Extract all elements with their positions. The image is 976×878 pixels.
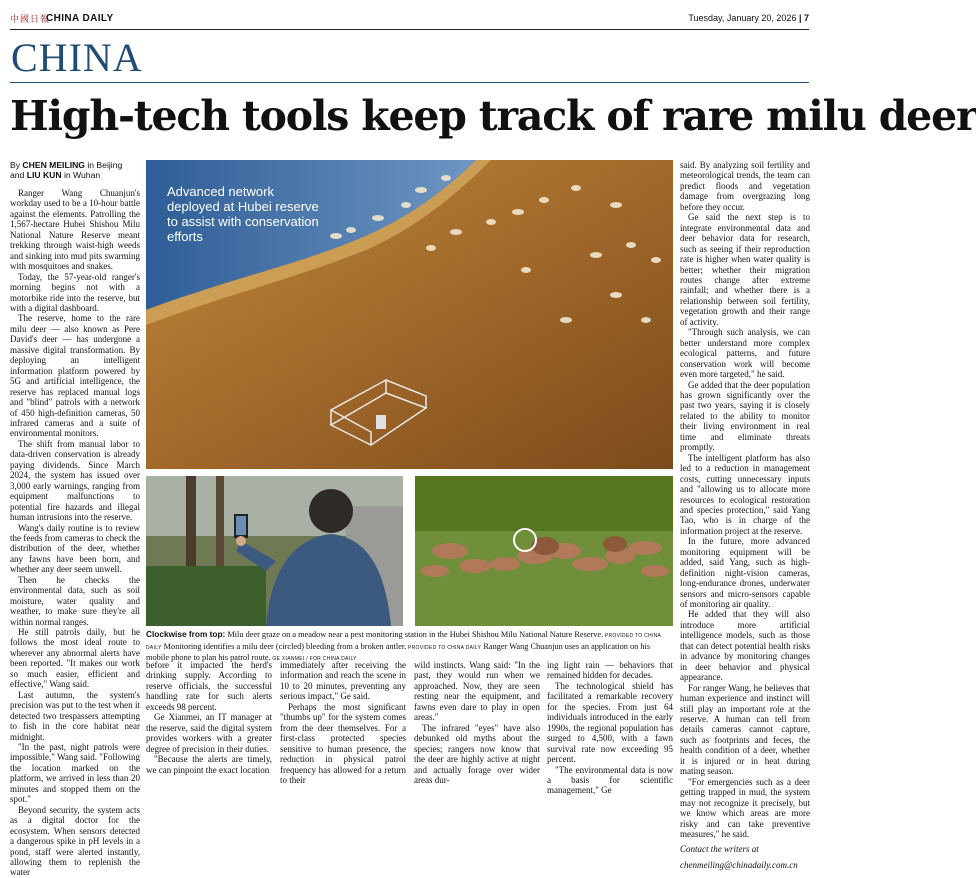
paragraph: "Through such analysis, we can better understand more complex ecological patterns, and future conservation work will become even more targeted," he said.	[680, 327, 810, 380]
paragraph: The intelligent platform has also led to a reduction in management costs, cutting unnecessary inputs and "allowing us to allocate more resources to ecological restoration and species protection," said Yang Tao, who is in charge of the information project at the reserve.	[680, 452, 810, 536]
paragraph: ing light rain — behaviors that remained hidden for decades.	[547, 660, 673, 681]
byline-and: and	[10, 170, 27, 180]
photo-ranger-with-phone	[146, 476, 403, 626]
paragraph: Beyond security, the system acts as a digital doctor for the ecosystem. When sensors detected a dangerous spike in pH levels in a pond, staff were alerted instantly, allowing them to replenish the water	[10, 804, 140, 878]
paragraph: "For emergencies such as a deer getting trapped in mud, the system may not recognize it precisely, but we know which areas are more risky and can take preventive measures," he said.	[680, 776, 810, 839]
author-2-location: in Wuhan	[61, 170, 101, 180]
article-column-5	[547, 660, 673, 796]
issue-date: Tuesday, January 20, 2026	[688, 13, 797, 23]
caption-text-2: Monitoring identifies a milu deer (circled) bleeding from a broken antler.	[161, 641, 407, 651]
paragraph: before it impacted the herd's drinking supply. According to reserve officials, the successful handling rate for such alerts exceeds 98 percent.	[146, 660, 272, 712]
masthead	[10, 8, 809, 30]
column-6-body	[680, 160, 810, 839]
caption-lead: Clockwise from top:	[146, 629, 226, 639]
paragraph: The infrared "eyes" have also debunked old myths about the species; rangers now know that the deer are highly active at night and actually forage over wider areas dur-	[414, 722, 540, 785]
section-divider	[10, 82, 809, 83]
byline	[10, 160, 140, 180]
paragraph: wild instincts. Wang said: "In the past, they would run when we approached. Now, they are seen resting near the equipment, and fawns even dare to play in open areas."	[414, 660, 540, 723]
paragraph: He still patrols daily, but he follows the most ideal route to wherever any abnormal alerts have been reported. "It makes our work so much easier, efficient and effective," Wang said.	[10, 627, 140, 690]
author-1: CHEN MEILING	[22, 160, 85, 170]
contact-email[interactable]: chenmeiling@chinadaily.com.cn	[680, 859, 798, 870]
article-column-2	[146, 660, 272, 788]
author-2: LIU KUN	[26, 170, 62, 180]
paragraph: Last autumn, the system's precision was put to the test when it detected two trespassers attempting to fish in the core habitat near midnight.	[10, 689, 140, 742]
paragraph: said. By analyzing soil fertility and meteorological trends, the team can predict floods and vegetation damage from overgrazing long before they occur.	[680, 160, 810, 212]
section-title: CHINA	[11, 35, 143, 80]
paragraph: immediately after receiving the information and reach the scene in 10 to 20 minutes, preventing any serious impact," Ge said.	[280, 660, 406, 702]
paragraph: Ge added that the deer population has grown significantly over the past two years, saying it is closely related to the ability to monitor their living environment in real time and eliminate threats promptly.	[680, 379, 810, 453]
contact-label: Contact the writers at	[680, 844, 759, 855]
caption-credit-2: PROVIDED TO CHINA DAILY	[406, 644, 482, 651]
article-column-1	[10, 160, 140, 878]
paragraph: Wang's daily routine is to review the feeds from cameras to check the distribution of the deer, whether any fawns have been born, and whether any deer seem unwell.	[10, 522, 140, 575]
paragraph: Perhaps the most significant "thumbs up" for the system comes from the deer themselves. For a first-class protected species sensitive to human presence, the reduction in physical patrol frequency has allowed for a return to their	[280, 701, 406, 785]
paper-name: CHINA DAILY	[46, 13, 114, 24]
paragraph: Today, the 57-year-old ranger's morning begins not with a motorbike ride into the reserve, but with a digital dashboard.	[10, 271, 140, 313]
photo-overlay-text: Advanced network deployed at Hubei reserve to assist with conservation efforts	[167, 184, 319, 244]
article-column-3	[280, 660, 406, 788]
paragraph: Ge Xianmei, an IT manager at the reserve, said the digital system provides workers with a greater degree of precision in their duties.	[146, 712, 272, 754]
paragraph: "In the past, night patrols were impossible," Wang said. "Following the location marked on the platform, we arrived in less than 20 minutes and stopped them on the spot."	[10, 742, 140, 805]
paragraph: Then he checks the environmental data, such as soil moisture, water quality and weather, to make sure they're all within normal ranges.	[10, 574, 140, 627]
page-number: | 7	[798, 13, 809, 23]
article-column-6	[680, 160, 810, 870]
paragraph: The reserve, home to the rare milu deer — also known as Pere David's deer — has undergone a massive digital transformation. By deploying an intelligent information platform powered by 5G and artificial intelligence, the reserve has replaced manual logs and "blind" patrols with a network of 450 high-definition cameras, 50 infrared cameras and a suite of environmental monitors.	[10, 313, 140, 439]
ranger-image	[146, 476, 403, 626]
caption-text-1: Milu deer graze on a meadow near a pest monitoring station in the Hubei Shishou Milu National Nature Reserve.	[225, 630, 604, 639]
paragraph: He added that they will also introduce more artificial intelligence models, such as those that can detect potential health risks in advance by monitoring changes in deer behavior and physical appearance.	[680, 609, 810, 683]
photo-monitoring-feed	[415, 476, 673, 626]
paragraph: The technological shield has facilitated a remarkable recovery for the species. From just 64 individuals introduced in the early 1990s, the regional population has surged to 4,500, with a fawn survival rate now exceeding 95 percent.	[547, 680, 673, 765]
caption-credit-1: PROVIDED TO CHINA DAILY	[146, 633, 661, 651]
paragraph: In the future, more advanced monitoring equipment will be added, said Yang, such as high-definition night-vision cameras, long-endurance drones, underwater sensors and micro-sensors capable of monitoring air quality.	[680, 536, 810, 610]
column-1-body	[10, 188, 140, 878]
byline-prefix: By	[10, 160, 23, 170]
caption-credit-3: GE XIANMEI / FOR CHINA DAILY	[270, 656, 357, 662]
paragraph: For ranger Wang, he believes that human experience and instinct will still play an important role at the reserve. A human can tell from details cameras cannot capture, such as footprints and feces, the health condition of a deer, whether it is injured or in heat during mating season.	[680, 682, 810, 777]
paragraph: "The environmental data is now a basis for scientific management," Ge	[547, 764, 673, 796]
paragraph: Ge said the next step is to integrate environmental data and deer behavior data for research, such as seeing if their reproduction rate is higher when water quality is better; whether their migration routes change after extreme rainfall; and whether there is a relationship between soil fertility, vegetation growth and their range of activity.	[680, 212, 810, 327]
author-1-location: in Beijing	[84, 160, 123, 170]
headline: High-tech tools keep track of rare milu deer	[10, 92, 976, 140]
monitoring-image	[415, 476, 673, 626]
paragraph: "Because the alerts are timely, we can pinpoint the exact location	[146, 754, 272, 775]
date-and-page	[688, 13, 809, 23]
newspaper-logo: 中國日報	[10, 15, 51, 25]
article-column-4	[414, 660, 540, 788]
paragraph: Ranger Wang Chuanjun's workday used to be a 10-hour battle against the elements. Patrolling the 1,567-hectare Hubei Shishou Milu National Nature Reserve meant trekking through waist-high weeds and sinking into mud pits swarming with mosquitoes and snakes.	[10, 188, 140, 272]
caption-text-3: Ranger Wang Chuanjun uses an application on his mobile phone to plan his patrol route.	[146, 641, 651, 662]
paragraph: The shift from manual labor to data-driven conservation is already paying dividends. Since March 2024, the system has issued over 3,000 early warnings, ranging from equipment malfunctions to potential fire hazards and illegal human intrusions into the reserve.	[10, 438, 140, 523]
